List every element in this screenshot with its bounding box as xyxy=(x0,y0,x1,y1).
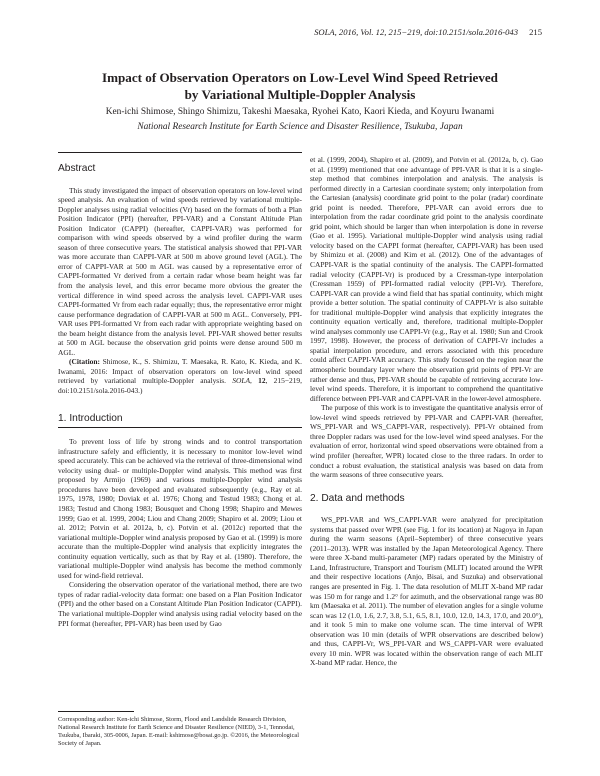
introduction-heading: 1. Introduction xyxy=(58,412,123,424)
intro-paragraph-1: To prevent loss of life by strong winds and to control transportation infrastructure safely and efficiently, it is necessary to monitor low-level wind speed accurately. This can be achieved via the retrieval of three-dimensional wind velocity using dual- or multiple-Doppler wind analysis. This method was first proposed by Armijo (1969) and various multiple-Doppler wind analysis procedures have been developed and evaluated subsequently (e.g., Ray et al. 1975, 1978, 1980; Dovіak et al. 1976; Chong and Testud 1983; Chong et al. 1983; Testud and Chong 1983; Bousquet and Chong 1998; Shapiro and Mewes 1999; Gao et al. 1999, 2004; Liou and Chang 2009; Shapiro et al. 2009; Liou et al. 2012; Potvin et al. 2012a, b, c). Potvin et al. (2012c) reported that the variational multiple-Doppler wind analysis proposed by Gao et al. (1999) is more accurate than the multiple-Doppler wind analysis that explicitly integrates the continuity equation vertically, such as that by Ray et al. (1980). Therefore, the variational multiple-Doppler wind analysis has become the method commonly used for wind-field retrieval. xyxy=(58,437,302,580)
citation-label: (Citation: xyxy=(69,357,100,367)
citation-volume: 12 xyxy=(258,376,266,386)
col2-paragraph-1: et al. (1999, 2004), Shapiro et al. (2009), and Potvin et al. (2012a, b, c). Gao et al. (1999) mentioned that one advantage of PPI-VAR is that it is a single-step method that combines interpolation and analysis. The analysis is performed directly in a Cartesian coordinate system; only interpolation from the Cartesian (analysis) coordinate grid point to the polar (radar) coordinate grid point is needed. Therefore, PPI-VAR can avoid errors due to interpolation from the radar coordinate grid point to the analysis coordinate grid point, which should be larger than when interpolation is done in reverse (Gao et al. 1995). Variational multiple-Doppler wind analysis using radial velocity based on the CAPPI format (hereafter, CAPPI-VAR) has been used by Shimizu et al. (2008) and Kim et al. (2012). One of the advantages of CAPPI-VAR is the spatial continuity of the analysis. The CAPPI-formatted radial velocity (CAPPI-Vr) is produced by a Cressman-type interpolation (Cressman 1959) of PPI-formatted radial velocity (PPI-Vr). Therefore, CAPPI-VAR can provide a wind field that has spatial continuity, which might provide a better solution. The spatial continuity of CAPPI-Vr is also suitable for traditional multiple-Doppler wind analysis that explicitly integrates the continuity equation vertically and, therefore, traditional multiple-Doppler wind analyses commonly use CAPPI-Vr (e.g., Ray et al. 1980; Sun and Crook 1997, 1998). However, the process of derivation of CAPPI-Vr includes a spatial interpolation procedure, and errors associated with this procedure could affect CAPPI-VAR accuracy. This study focused on the region near the atmospheric boundary layer where the observation grid points of PPI-Vr are rather dense and thus, PPI-VAR should be capable of retrieving accurate low-level wind speeds. Therefore, it is important to comprehend the quantitative difference between PPI-VAR and CAPPI-VAR in the lower-level atmosphere. xyxy=(310,155,543,403)
abstract-heading: Abstract xyxy=(58,163,96,174)
journal-citation-line: SOLA, 2016, Vol. 12, 215−219, doi:10.2151/sola.2016-043 xyxy=(314,27,518,37)
citation-text: Shimose, K., S. Shimizu, T. Maesaka, R. Kato, K. Kieda, and K. Iwanami, 2016: Impact of observation operators on low-level wind speed retrieved by variational multiple-Doppler analysis. xyxy=(58,357,302,386)
affiliation: National Research Institute for Earth Science and Disaster Resilience, Tsukuba, Japan xyxy=(137,122,463,132)
article-title xyxy=(0,69,600,103)
left-column xyxy=(58,164,302,628)
right-column xyxy=(310,155,543,668)
title-line-2: by Variational Multiple-Doppler Analysis xyxy=(184,87,416,102)
author-list: Ken-ichi Shimose, Shingo Shimizu, Takeshi Maesaka, Ryohei Kato, Kaori Kieda, and Koyuru Iwanami xyxy=(105,107,495,117)
data-methods-heading: 2. Data and methods xyxy=(310,492,405,504)
citation-tail: , 215−219, doi:10.2151/sola.2016-043.) xyxy=(58,376,303,396)
col2-paragraph-3: WS_PPI-VAR and WS_CAPPI-VAR were analyzed for precipitation systems that passed over WPR (see Fig. 1 for its location) at Nagoya in Japan during the warm seasons (April–September) of three consecutive years (2011–2013). WPR was installed by the Japan Meteorological Agency. There were three X-band multi-parameter (MP) radars operated by the Ministry of Land, Infrastructure, Transport and Tourism (MLIT) located around the WPR and their respective locations (Anjo, Bisai, and Suzuka) and observational ranges are presented in Fig. 1. The data resolution of MLIT X-band MP radar was 150 m for range and 1.2° for azimuth, and the observational range was 80 km (Maesaka et al. 2011). The number of elevation angles for a single volume scan was 12 (1.0, 1.6, 2.7, 3.8, 5.1, 6.5, 8.1, 10.0, 12.0, 14.3, 17.0, and 20.0°), and it took 5 min to make one volume scan. The time interval of WPR observation was 10 min (details of WPR observations are described below) and thus, CAPPI-Vr, WS_PPI-VAR and WS_CAPPI-VAR were evaluated every 10 min. WPR was located within the observation range of each MLIT X-band MP radar. Hence, the xyxy=(310,515,543,668)
abstract-top-rule xyxy=(58,152,302,153)
page-number: 215 xyxy=(529,27,542,37)
abstract-body: This study investigated the impact of observation operators on low-level wind speed analysis. An evaluation of wind speeds retrieved by variational multiple-Doppler analyses using radial velocities (Vr) based on the formats of both a Plan Position Indicator (PPI) (hereafter, PPI-VAR) and a Constant Altitude Plan Position Indicator (CAPPI) (hereafter, CAPPI-VAR) was performed for comparison with wind speeds observed by a wind profiler during the warm season of three consecutive years. The statistical analysis showed that PPI-VAR was more accurate than CAPPI-VAR at 500 m above ground level (AGL). The error of CAPPI-VAR at 500 m AGL was caused by a representative error of CAPPI-formatted Vr derived from a certain radar whose beam height was far from the analysis level, and this error became more obvious the greater the vertical difference in wind speed across the analysis level. CAPPI-VAR uses CAPPI-formatted Vr from each radar equally; thus, the representative error might cause performance degradation of CAPPI-VAR at 500 m AGL. Conversely, PPI-VAR uses PPI-formatted Vr from each radar with appropriate weighting based on the beam height distance from the analysis level. PPI-VAR showed better results at 500 m AGL because the observation grid points were dense around 500 m AGL. xyxy=(58,185,302,357)
citation: (Citation: Shimose, K., S. Shimizu, T. Maesaka, R. Kato, K. Kieda, and K. Iwanami, 2016: Impact of observation operators on low-level wind speed retrieved by variational multiple-Doppler analysis. SOLA, 12, 215−219, doi:10.2151/sola.2016-043.) xyxy=(58,357,303,396)
citation-journal: SOLA xyxy=(232,376,251,386)
footnote-rule xyxy=(58,711,134,712)
col2-paragraph-2: The purpose of this work is to investigate the quantitative analysis error of low-level wind speeds retrieved by PPI-VAR and CAPPI-VAR (hereafter, WS_PPI-VAR and WS_CAPPI-VAR, respectively). PPI-Vr obtained from three Doppler radars was used for the low-level wind speed analyses. For the evaluation of error, horizontal wind speed observations were obtained from a wind profiler (hereafter, WPR) located close to the three radars. In order to conduct a robust evaluation, the statistical analysis was based on data from the warm seasons of three consecutive years. xyxy=(310,403,543,480)
intro-paragraph-2: Considering the observation operator of the variational method, there are two types of radar radial-velocity data format: one based on a Plan Position Indicator (PPI) and the other based on a Constant Altitude Plan Position Indicator (CAPPI). The variational multiple-Doppler wind analysis using radial velocity based on the PPI format (hereafter, PPI-VAR) has been used by Gao xyxy=(58,580,302,628)
title-line-1: Impact of Observation Operators on Low-Level Wind Speed Retrieved xyxy=(102,70,498,85)
corresponding-author-footnote: Corresponding author: Ken-ichi Shimose, Storm, Flood and Landslide Research Division, National Research Institute for Earth Science and Disaster Resilience (NIED), 3-1, Tennodai, Tsukuba, Ibaraki, 305-0006, Japan. E-mail: kshimose@bosai.go.jp. ©2016, the Meteorological Society of Japan. xyxy=(58,716,300,748)
